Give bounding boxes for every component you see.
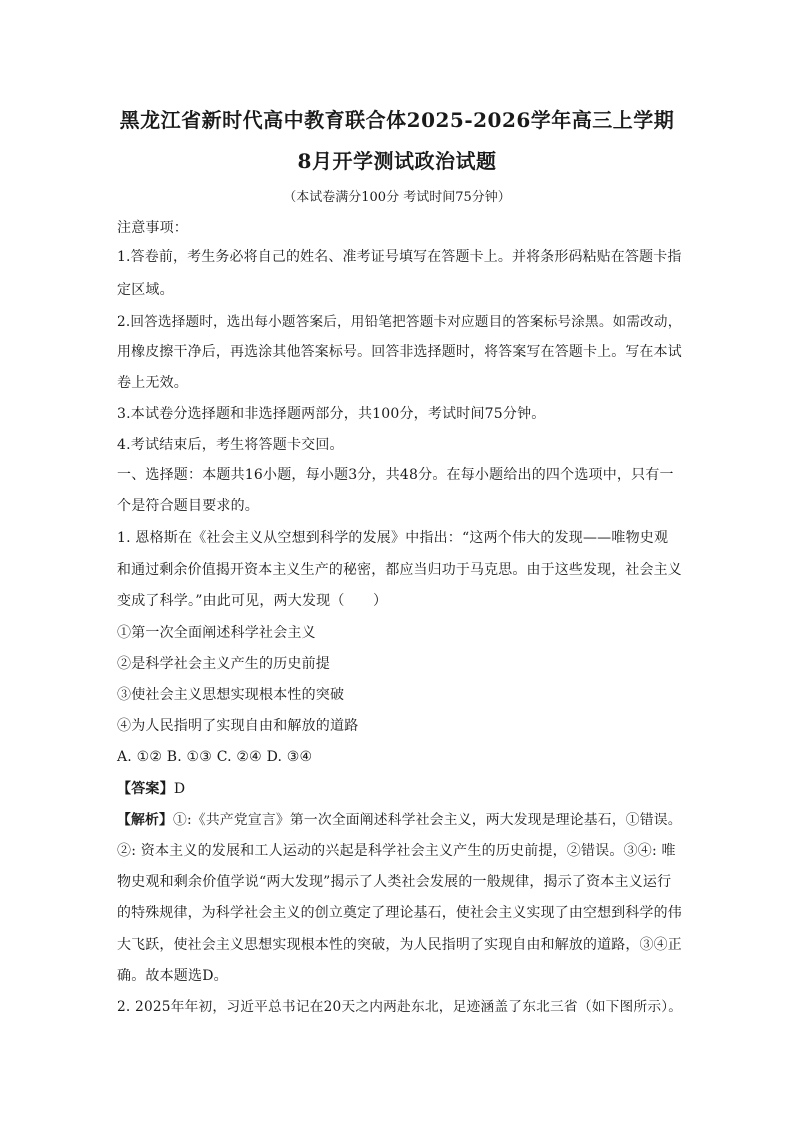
notice-heading: 注意事项： — [117, 220, 188, 236]
notice-line: 4.考试结束后，考生将答题卡交回。 — [117, 437, 344, 453]
question-1-stem: 和通过剩余价值揭开资本主义生产的秘密，都应当归功于马克思。由于这些发现，社会主义 — [117, 562, 682, 578]
question-1-stem: 变成了科学。”由此可见，两大发现（ ） — [117, 593, 388, 609]
question-1-statement: ④为人民指明了实现自由和解放的道路 — [117, 718, 359, 734]
notice-line: 定区域。 — [117, 282, 174, 298]
exam-subtitle: （本试卷满分100分 考试时间75分钟） — [283, 190, 511, 205]
question-1-analysis: 的特殊规律，为科学社会主义的创立奠定了理论基石，使社会主义实现了由空想到科学的伟 — [117, 905, 682, 921]
question-1-analysis: 物史观和剩余价值学说“两大发现”揭示了人类社会发展的一般规律，揭示了资本主义运行 — [117, 874, 672, 890]
notice-line: 卷上无效。 — [117, 375, 188, 391]
question-1-analysis: 确。故本题选D。 — [117, 968, 228, 984]
question-1-statement: ②是科学社会主义产生的历史前提 — [117, 656, 330, 672]
question-2-stem: 2. 2025年年初，习近平总书记在20天之内两赴东北，足迹涵盖了东北三省（如下图所示）。 — [117, 999, 683, 1015]
notice-line: 3.本试卷分选择题和非选择题两部分，共100分，考试时间75分钟。 — [117, 406, 546, 422]
question-1-options: A. ①② B. ①③ C. ②④ D. ③④ — [117, 749, 313, 765]
question-1-statement: ①第一次全面阐述科学社会主义 — [117, 625, 316, 641]
notice-line: 1.答卷前，考生务必将自己的姓名、准考证号填写在答题卡上。并将条形码粘贴在答题卡指 — [117, 249, 682, 265]
question-1-analysis: ②: 资本主义的发展和工人运动的兴起是科学社会主义产生的历史前提，②错误。③④: 唯 — [117, 843, 676, 859]
question-1-statement: ③使社会主义思想实现根本性的突破 — [117, 687, 345, 703]
section-heading-cont: 个是符合题目要求的。 — [117, 498, 259, 514]
exam-title-line-2: 8月开学测试政治试题 — [297, 149, 497, 173]
notice-line: 用橡皮擦干净后，再选涂其他答案标号。回答非选择题时，将答案写在答题卡上。写在本试 — [117, 344, 682, 360]
question-1-answer — [117, 780, 185, 798]
analysis-line: ①:《共产党宣言》第一次全面阐述科学社会主义，两大发现是理论基石，①错误。 — [173, 812, 682, 828]
question-1-stem: 1. 恩格斯在《社会主义从空想到科学的发展》中指出：“这两个伟大的发现——唯物史观 — [117, 530, 669, 546]
answer-label: 【答案】 — [117, 781, 174, 797]
section-heading: 一、选择题：本题共16小题，每小题3分，共48分。在每小题给出的四个选项中，只有一 — [117, 467, 674, 483]
notice-line: 2.回答选择题时，选出每小题答案后，用铅笔把答题卡对应题目的答案标号涂黑。如需改动， — [117, 314, 682, 330]
answer-value: D — [173, 781, 186, 797]
analysis-label: 【解析】 — [117, 812, 173, 828]
question-1-analysis — [117, 811, 682, 829]
question-1-analysis: 大飞跃，使社会主义思想实现根本性的突破，为人民指明了实现自由和解放的道路，③④正 — [117, 937, 682, 953]
exam-title-line-1: 黑龙江省新时代高中教育联合体2025-2026学年高三上学期 — [119, 108, 675, 132]
